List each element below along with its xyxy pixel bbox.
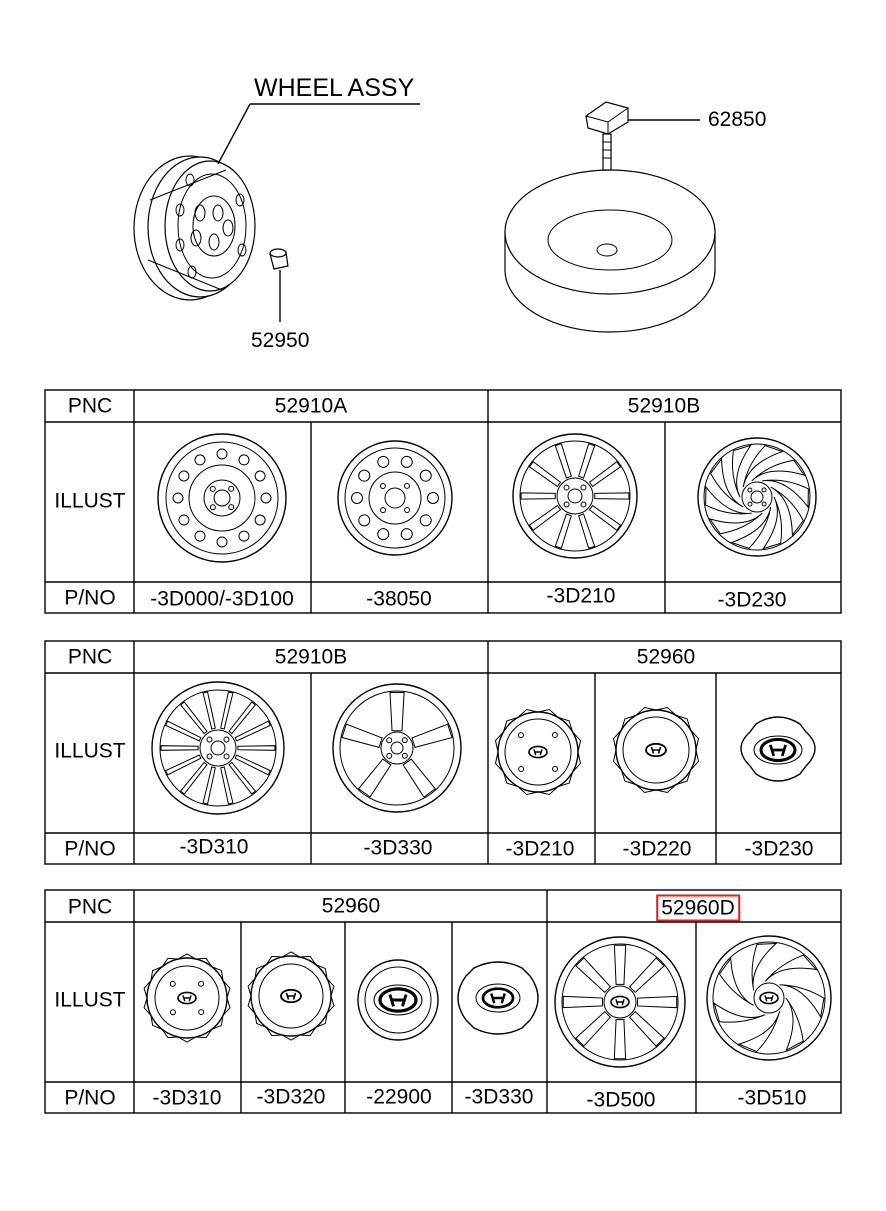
table-2-grid (45, 641, 841, 864)
t2-pno-4: -3D220 (622, 837, 692, 861)
table-3-grid (45, 890, 841, 1113)
hub-cap-toothed-illust (144, 954, 230, 1042)
wheel-cover-swirl-illust (698, 438, 816, 556)
steel-wheel-slot-illust (338, 441, 452, 555)
alloy-wheel-14-spoke-illust (152, 682, 284, 814)
part-62850-label: 62850 (708, 108, 767, 131)
t3-pnc-52960d-callout[interactable]: 52960D (656, 895, 740, 922)
t2-pno-3: -3D210 (505, 837, 575, 861)
t1-pnc-label: PNC (67, 394, 113, 418)
tire-clamp-drawing (586, 102, 628, 170)
t1-pno-3: -3D210 (546, 584, 616, 608)
wheel-assy-label: WHEEL ASSY (254, 74, 415, 102)
t3-illust-label: ILLUST (54, 988, 126, 1012)
t3-pnc-52960: 52960 (321, 894, 381, 918)
t1-pnc-52910a: 52910A (274, 394, 348, 418)
t1-pno-label: P/NO (64, 586, 116, 610)
wheel-assy-drawing (134, 156, 255, 300)
part-52950-label: 52950 (251, 329, 310, 352)
hub-cap-toothed-emblem-illust (248, 952, 334, 1040)
t3-pno-1: -3D310 (152, 1086, 222, 1110)
t3-pno-6: -3D510 (737, 1086, 807, 1110)
alloy-wheel-10-spoke-illust (513, 434, 637, 558)
t3-pno-5: -3D500 (586, 1088, 656, 1112)
center-cap-4-tab-illust (741, 717, 815, 781)
spare-tire-drawing (505, 170, 715, 332)
t2-pnc-52960: 52960 (636, 645, 696, 669)
t3-pno-3: -22900 (366, 1085, 432, 1109)
t2-pno-2: -3D330 (363, 836, 433, 860)
t1-pno-1: -3D000/-3D100 (150, 587, 294, 611)
t3-pno-4: -3D330 (464, 1085, 534, 1109)
t1-illust-label: ILLUST (54, 489, 126, 513)
lug-nut-drawing (270, 249, 288, 269)
t2-pno-5: -3D230 (744, 837, 814, 861)
table-1-grid (45, 390, 841, 613)
t2-pnc-52910b: 52910B (274, 645, 348, 669)
wheel-cover-spoke-illust (555, 937, 685, 1067)
t3-pno-2: -3D320 (256, 1085, 326, 1109)
steel-wheel-illust (158, 434, 286, 562)
hub-cap-notched-illust (495, 709, 580, 794)
t3-pnc-label: PNC (67, 895, 113, 919)
t1-pno-4: -3D230 (717, 588, 787, 612)
t2-pno-label: P/NO (64, 837, 116, 861)
wheel-cover-blade-illust (707, 936, 831, 1060)
t2-pno-1: -3D310 (179, 835, 249, 859)
center-cap-round-illust (358, 960, 438, 1040)
hub-cap-emblem-illust (613, 707, 698, 792)
t1-pnc-52910b: 52910B (627, 394, 701, 418)
t2-illust-label: ILLUST (54, 739, 126, 763)
t3-pno-label: P/NO (64, 1086, 116, 1110)
t2-pnc-label: PNC (67, 645, 113, 669)
center-cap-tabbed-illust (458, 962, 538, 1034)
alloy-wheel-5-spoke-illust (333, 684, 461, 812)
t1-pno-2: -38050 (366, 587, 432, 611)
